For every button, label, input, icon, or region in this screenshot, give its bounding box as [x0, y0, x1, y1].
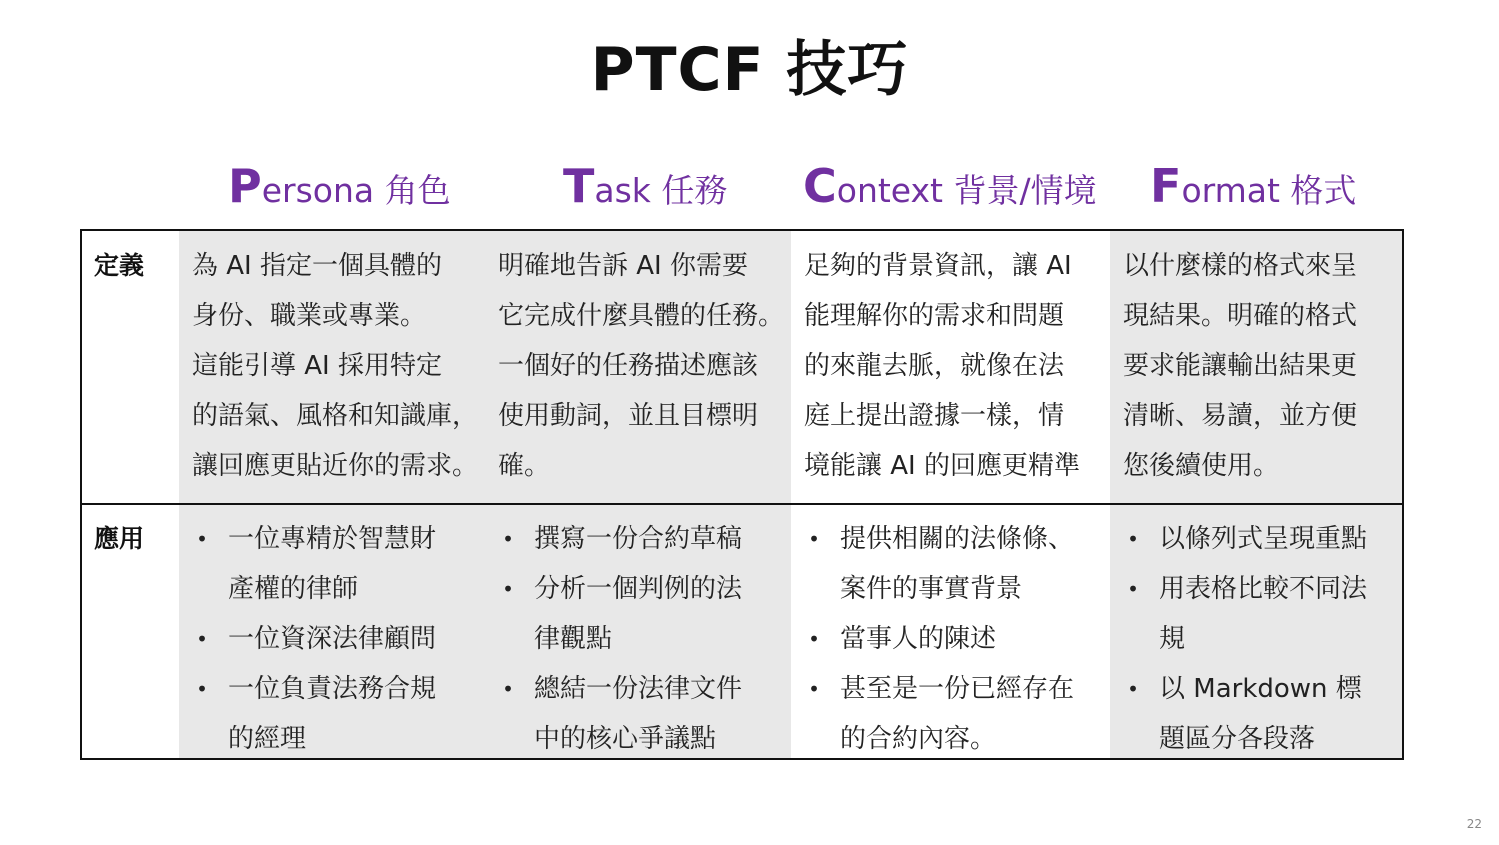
definition-line: 讓回應更貼近你的需求。 — [192, 451, 479, 481]
definition-line: 一個好的任務描述應該 — [498, 351, 759, 381]
bullet-icon: • — [196, 627, 208, 651]
definition-line: 這能引導 AI 採用特定 — [192, 351, 442, 381]
list-item: • 一位資深法律顧問 — [192, 614, 436, 664]
definition-line: 您後續使用。 — [1123, 451, 1280, 481]
task-applications — [498, 514, 742, 764]
list-item: • 總結一份法律文件 中的核心爭議點 — [498, 664, 742, 764]
definition-line: 庭上提出證據一樣，情 — [804, 401, 1065, 431]
definition-line: 要求能讓輸出結果更 — [1123, 351, 1358, 381]
context-definition — [804, 241, 1080, 491]
column-initial: F — [1150, 159, 1182, 213]
list-item: • 撰寫一份合約草稿 — [498, 514, 742, 564]
list-item: • 用表格比較不同法 規 — [1123, 564, 1367, 664]
format-applications — [1123, 514, 1367, 764]
definition-line: 現結果。明確的格式 — [1123, 301, 1358, 331]
list-item: • 當事人的陳述 — [804, 614, 1074, 664]
list-item: • 提供相關的法條條、 案件的事實背景 — [804, 514, 1074, 614]
bullet-icon: • — [502, 527, 514, 551]
definition-line: 確。 — [498, 451, 551, 481]
bullet-icon: • — [808, 627, 820, 651]
column-initial: T — [563, 159, 595, 213]
definition-line: 的來龍去脈，就像在法 — [804, 351, 1065, 381]
definition-line: 為 AI 指定一個具體的 — [192, 251, 442, 281]
bullet-icon: • — [808, 677, 820, 701]
column-initial: P — [228, 159, 262, 213]
column-initial: C — [803, 159, 837, 213]
definition-line: 它完成什麼具體的任務。 — [498, 301, 785, 331]
definition-line: 能理解你的需求和問題 — [804, 301, 1065, 331]
persona-applications — [192, 514, 436, 764]
ptcf-table — [80, 229, 1404, 760]
row-label-application: 應用 — [94, 524, 145, 553]
bullet-icon: • — [502, 677, 514, 701]
row-label-definition: 定義 — [94, 251, 145, 280]
column-header-task — [563, 158, 727, 214]
list-item: • 一位專精於智慧財 產權的律師 — [192, 514, 436, 614]
definition-line: 身份、職業或專業。 — [192, 301, 427, 331]
context-applications — [804, 514, 1074, 764]
bullet-icon: • — [1127, 677, 1139, 701]
definition-line: 足夠的背景資訊，讓 AI — [804, 251, 1072, 281]
list-item: • 一位負責法務合規 的經理 — [192, 664, 436, 764]
column-header-format — [1150, 158, 1356, 214]
row-divider — [82, 503, 1402, 505]
definition-line: 清晰、易讀，並方便 — [1123, 401, 1358, 431]
bullet-icon: • — [1127, 577, 1139, 601]
bullet-icon: • — [196, 527, 208, 551]
list-item: • 分析一個判例的法 律觀點 — [498, 564, 742, 664]
definition-line: 明確地告訴 AI 你需要 — [498, 251, 748, 281]
bullet-icon: • — [808, 527, 820, 551]
definition-line: 使用動詞，並且目標明 — [498, 401, 759, 431]
column-header-persona — [228, 158, 451, 214]
bullet-icon: • — [1127, 527, 1139, 551]
list-item: • 以條列式呈現重點 — [1123, 514, 1367, 564]
slide-title: PTCF 技巧 — [590, 35, 909, 105]
list-item: • 甚至是一份已經存在 的合約內容。 — [804, 664, 1074, 764]
page-number: 22 — [1466, 817, 1482, 831]
column-label: ormat 格式 — [1181, 171, 1357, 210]
definition-line: 的語氣、風格和知識庫， — [192, 401, 479, 431]
bullet-icon: • — [502, 577, 514, 601]
definition-line: 境能讓 AI 的回應更精準 — [804, 451, 1080, 481]
definition-line: 以什麼樣的格式來呈 — [1123, 251, 1358, 281]
task-definition — [498, 241, 784, 491]
column-header-context — [803, 158, 1097, 214]
column-label: ontext 背景/情境 — [836, 171, 1097, 210]
list-item: • 以 Markdown 標 題區分各段落 — [1123, 664, 1367, 764]
column-label: ersona 角色 — [261, 171, 451, 210]
label-column — [82, 231, 179, 758]
column-label: ask 任務 — [594, 171, 728, 210]
bullet-icon: • — [196, 677, 208, 701]
persona-definition — [192, 241, 478, 491]
format-definition — [1123, 241, 1357, 491]
